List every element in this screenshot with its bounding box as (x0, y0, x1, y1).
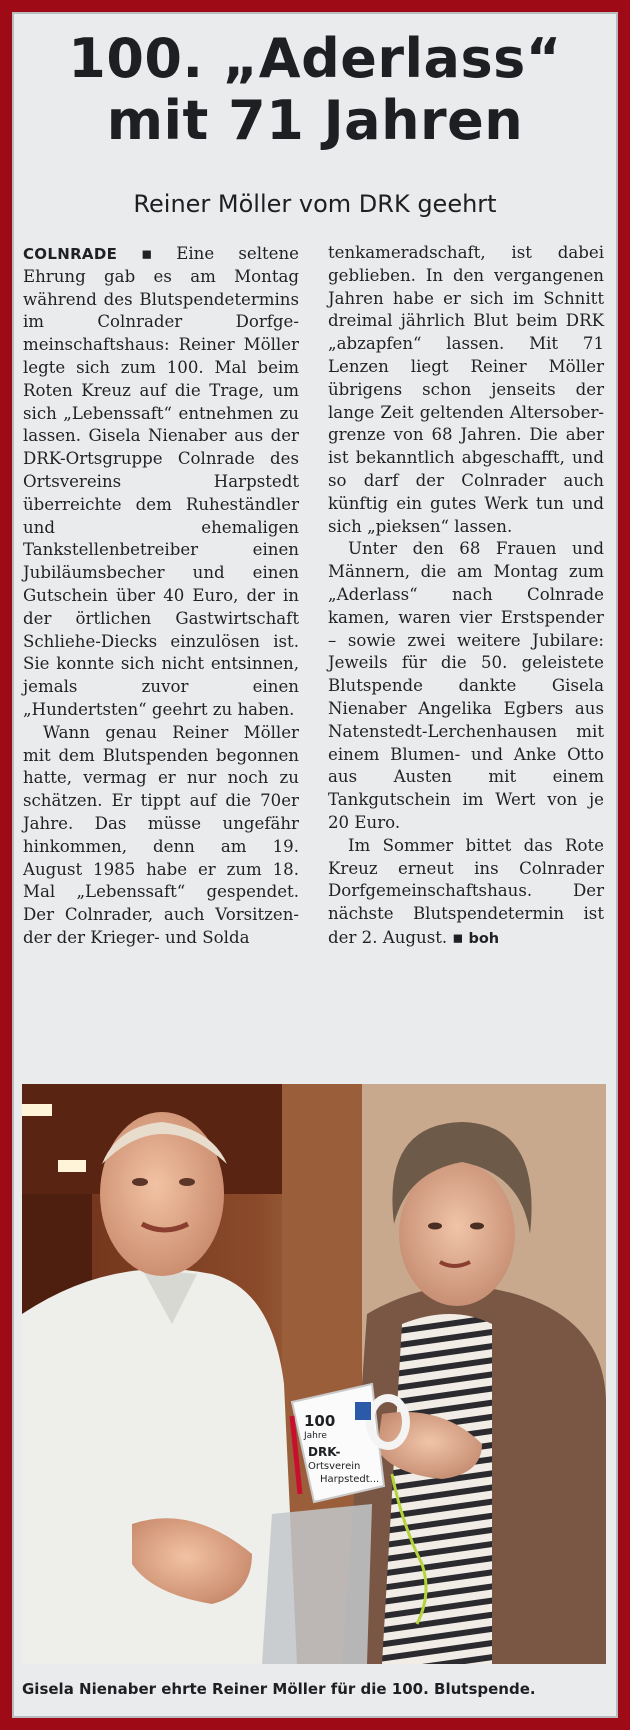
headline (12, 28, 618, 152)
man-face (100, 1112, 224, 1276)
paragraph-3: tenkameradschaft, ist dabei geblieben. In den vergangenen Jahren habe er sich im Schnitt dreimal jährlich Blut beim DRK „abzapfen“ lassen. Mit 71 Lenzen liegt Reiner Möller übrigens schon jenseits der lange Zeit geltenden Altersobergrenze von 68 Jahren. Die aber ist bekanntlich abgeschafft, und so darf der Colnrader auch künftig ein gutes Werk tun und sich „pieksen“ lassen. (328, 243, 604, 536)
ceiling-light-1 (22, 1104, 52, 1116)
article-column-left (23, 242, 299, 950)
man-eye-left (132, 1178, 148, 1186)
dateline: COLNRADE (23, 245, 118, 263)
mug-text-3: DRK- (308, 1445, 341, 1459)
newspaper-clipping (12, 12, 618, 1718)
paragraph-1 (23, 242, 299, 722)
mug-crest-icon (355, 1402, 371, 1420)
mug-text-5: Harpstedt... (320, 1474, 380, 1485)
paragraph-2: Wann genau Reiner Möller mit dem Blutspenden begonnen hatte, vermag er nur noch zu schätzen. Er tippt auf die 70er Jahre. Das müsse ungefähr hinkommen, denn am 19. August 1985 habe er zum 18. Mal „Lebenssaft“ gespendet. Der Colnrader, auch Vorsitzender der Krieger- und Solda (23, 722, 299, 947)
woman-eye-right (470, 1223, 484, 1230)
ceiling-light-2 (58, 1160, 86, 1172)
paragraph-5-text: Im Sommer bittet das Rote Kreuz erneut ins Colnrader Dorfgemeinschaftshaus. Der nächste Blutspendetermin ist der 2. August. (328, 835, 604, 947)
end-bullet: ▪ (452, 926, 464, 947)
woman-eye-left (428, 1223, 442, 1230)
paragraph-4: Unter den 68 Frauen und Männern, die am Montag zum „Aderlass“ nach Colnrade kamen, waren vier Erstspender – sowie zwei weitere Jubilare: Jeweils für die 50. geleistete Blutspende dankte Gisela Nienaber Angelika Egbers aus Natenstedt-Lerchenhausen mit einem Blumen- und Anke Otto aus Austen mit einem Tankgutschein im Wert von je 20 Euro. (328, 539, 604, 832)
photo-illustration (22, 1084, 606, 1664)
man-eye-right (179, 1178, 195, 1186)
photo-caption: Gisela Nienaber ehrte Reiner Möller für die 100. Blutspende. (22, 1680, 536, 1698)
bullet: ▪ (122, 243, 172, 263)
mug-text-1: 100 (304, 1412, 336, 1430)
article-photo (22, 1084, 606, 1664)
subheadline: Reiner Möller vom DRK geehrt (133, 190, 497, 218)
paragraph-5 (328, 835, 604, 951)
headline-line-1: 100. „Aderlass“ (68, 27, 562, 90)
paragraph-1-text: Eine seltene Ehrung gab es am Montag während des Blutspendetermins im Colnrader Dorfgemeinschaftshaus: Reiner Möller legte sich zum 100. Mal beim Roten Kreuz auf die Trage, um sich „Lebenssaft“ entnehmen zu lassen. Gisela Nienaber aus der DRK-Ortsgruppe Colnrade des Ortsvereins Harpstedt überreichte dem Ruheständler und ehemaligen Tankstellenbetreiber einen Jubiläumsbecher und einen Gutschein über 40 Euro, der in der örtlichen Gastwirtschaft Schliehe-Diecks einzulösen ist. Sie konnte sich nicht entsinnen, jemals zuvor einen „Hundertsten“ geehrt zu haben. (23, 244, 299, 719)
gift-bag (262, 1504, 372, 1664)
mug-text-2: Jahre (304, 1431, 327, 1441)
article-column-right (328, 242, 604, 951)
woman-face (399, 1162, 515, 1306)
headline-line-2: mit 71 Jahren (106, 89, 524, 152)
mug-text-4: Ortsverein (308, 1461, 361, 1472)
man-shirt (22, 1269, 297, 1664)
author-initials: boh (468, 930, 500, 947)
